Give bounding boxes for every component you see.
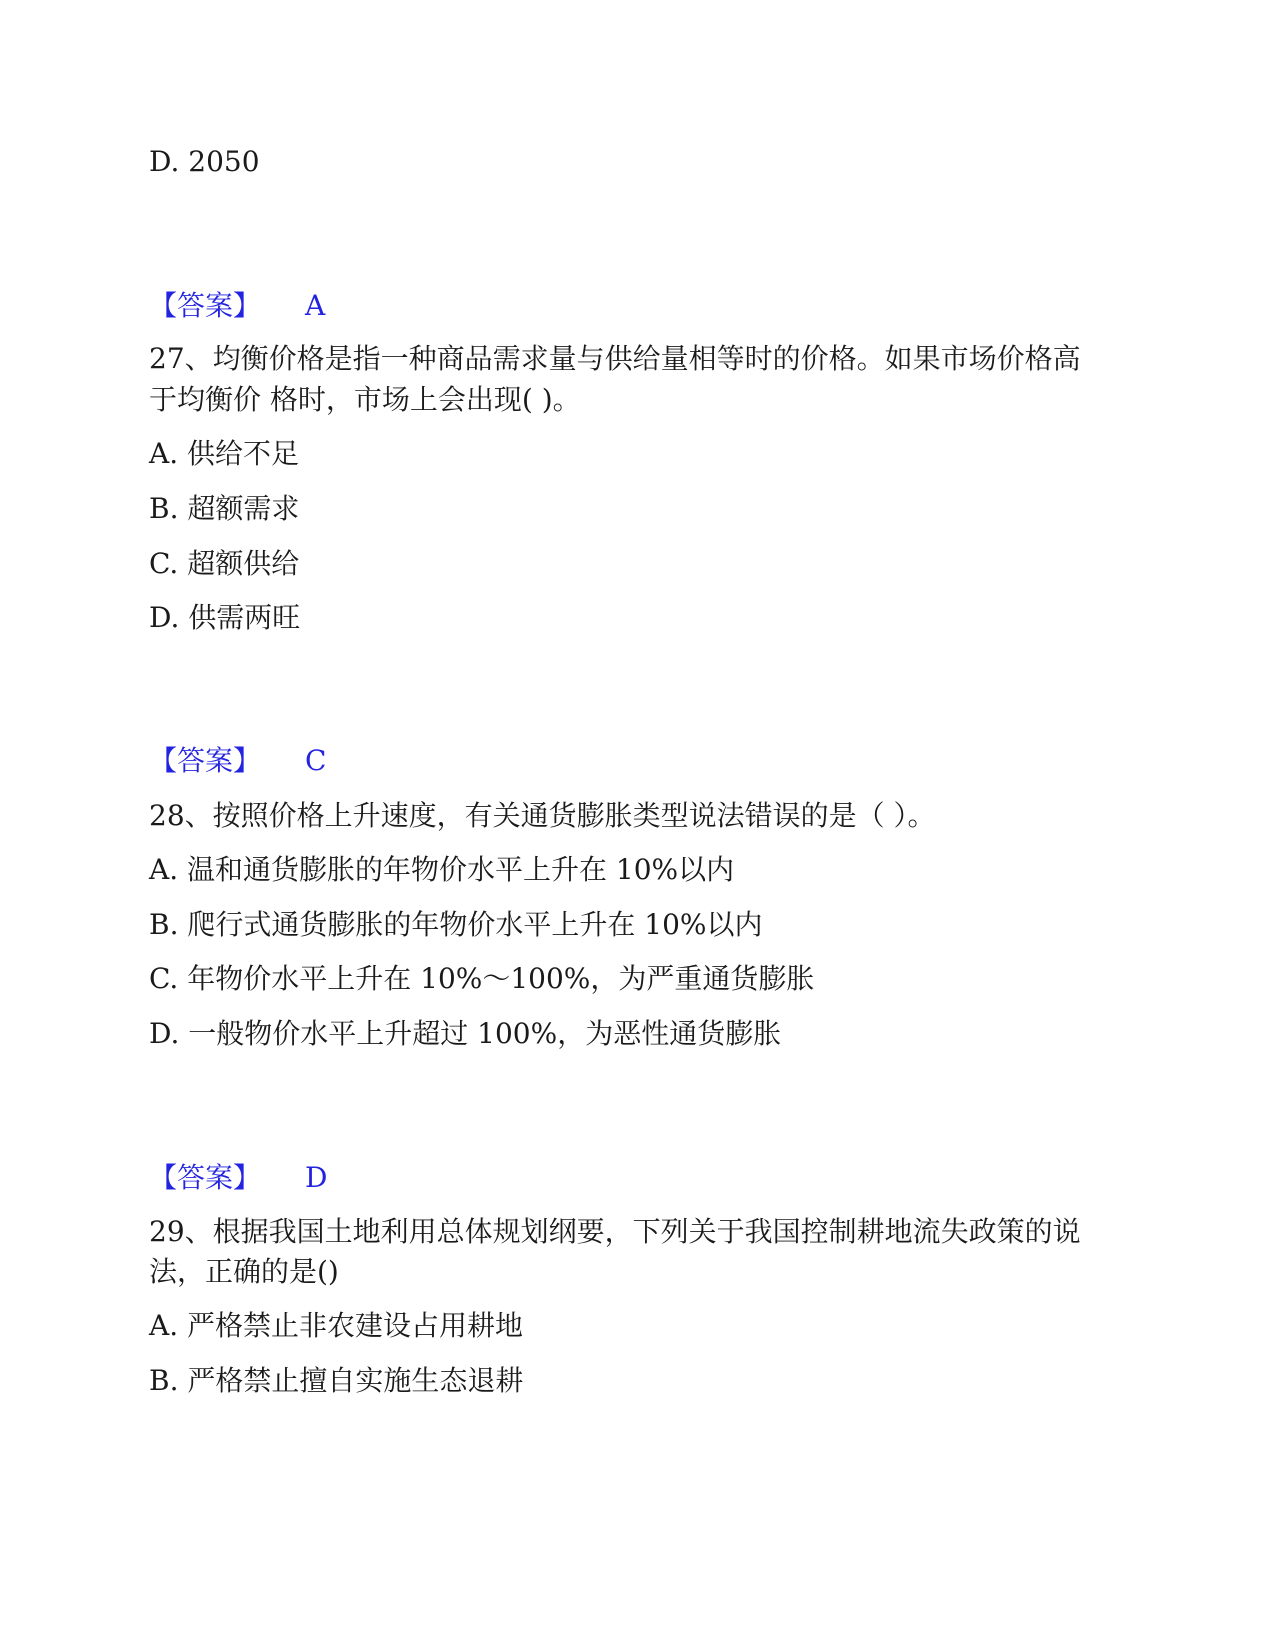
question-28-option-b: B. 爬行式通货膨胀的年物价水平上升在 10%以内 (149, 908, 763, 941)
answer-line (149, 285, 325, 327)
question-27-stem-line-1: 27、均衡价格是指一种商品需求量与供给量相等时的价格。如果市场价格高 (149, 342, 1081, 375)
answer-label: 【答案】 (149, 744, 262, 777)
answer-line (149, 1157, 327, 1199)
question-28-option-d: D. 一般物价水平上升超过 100%，为恶性通货膨胀 (149, 1017, 782, 1050)
question-27-option-c: C. 超额供给 (149, 547, 300, 580)
question-27-stem-line-2: 于均衡价 格时，市场上会出现( )。 (149, 383, 581, 416)
question-28-option-c: C. 年物价水平上升在 10%～100%，为严重通货膨胀 (149, 962, 815, 995)
question-28-option-a: A. 温和通货膨胀的年物价水平上升在 10%以内 (149, 853, 735, 886)
question-27-option-b: B. 超额需求 (149, 492, 300, 525)
question-28-stem-line-1: 28、按照价格上升速度，有关通货膨胀类型说法错误的是（ ）。 (149, 799, 936, 832)
answer-label: 【答案】 (149, 289, 262, 322)
question-29-option-b: B. 严格禁止擅自实施生态退耕 (149, 1364, 524, 1397)
answer-value: A (305, 289, 326, 322)
question-29-stem-line-1: 29、根据我国土地利用总体规划纲要，下列关于我国控制耕地流失政策的说 (149, 1215, 1081, 1248)
question-27-option-d: D. 供需两旺 (149, 601, 301, 634)
answer-value: C (305, 744, 327, 777)
question-27-option-a: A. 供给不足 (149, 437, 300, 470)
answer-label: 【答案】 (149, 1161, 262, 1194)
answer-line (149, 740, 326, 782)
question-29-option-a: A. 严格禁止非农建设占用耕地 (149, 1309, 524, 1342)
option-d: D. 2050 (149, 145, 260, 178)
question-29-stem-line-2: 法，正确的是() (149, 1255, 339, 1288)
answer-value: D (305, 1161, 328, 1194)
